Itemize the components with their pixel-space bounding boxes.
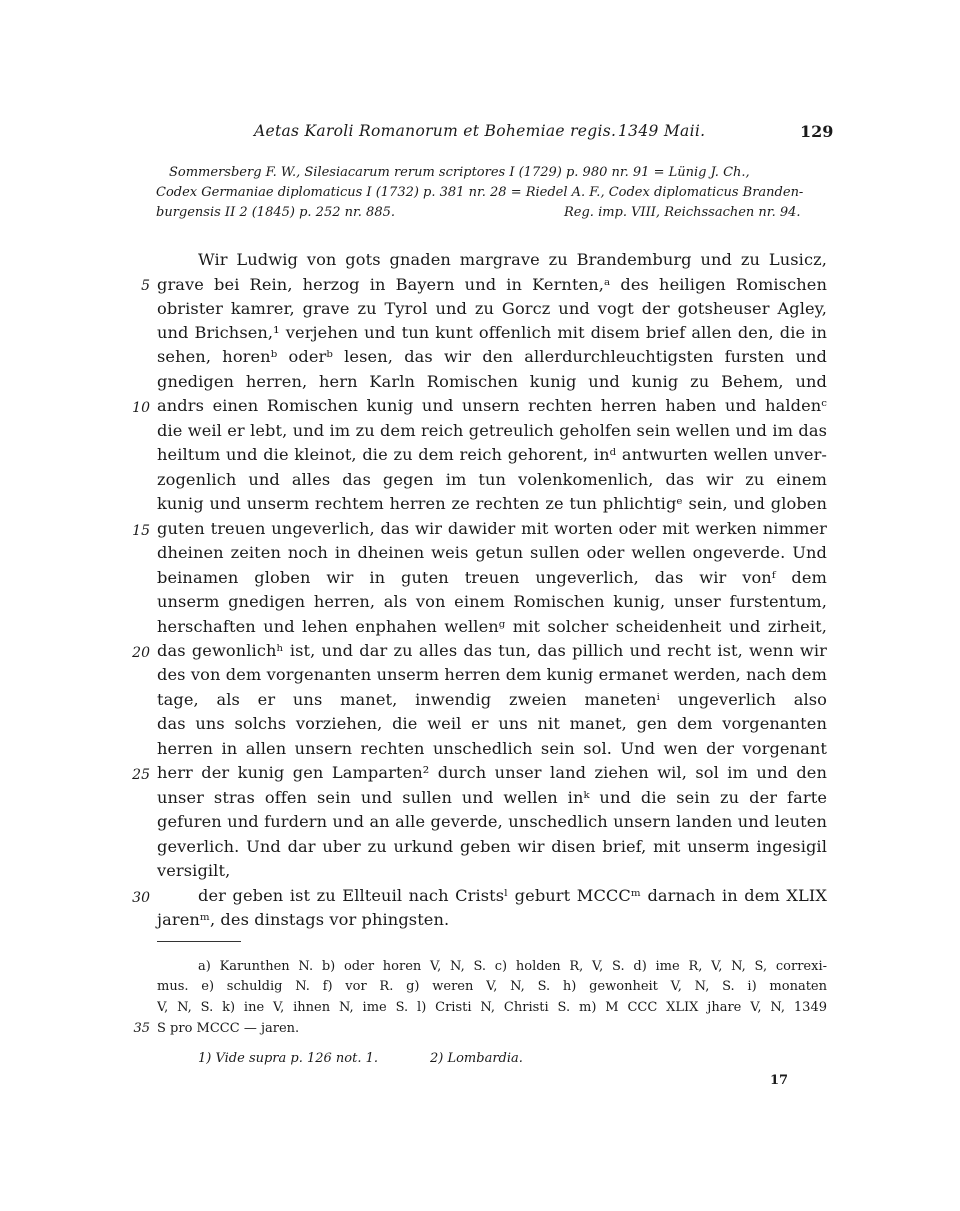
text-line: das uns solchs vorziehen, die weil er uns nit manet, gen dem vorgenanten (157, 714, 827, 733)
commentary-note: 2) Lombardia. (430, 1051, 523, 1066)
line-number: 35 (133, 1021, 150, 1036)
footnote-divider (157, 941, 241, 942)
text-line: tage, als er uns manet, inwendig zweien manetenⁱ ungeverlich also (157, 690, 827, 709)
text-line: sehen, horenᵇ oderᵇ lesen, das wir den allerdurchleuchtigsten fursten und (157, 347, 827, 366)
variant-note-line: mus. e) schuldig N. f) vor R. g) weren V, N, S. h) gewonheit V, N, S. i) monaten (157, 979, 827, 994)
text-line: unserm gnedigen herren, als von einem Romischen kunig, unser furstentum, (157, 592, 827, 611)
line-number: 10 (132, 400, 150, 416)
source-line: Codex Germaniae diplomaticus I (1732) p. 381 nr. 28 = Riedel A. F., Codex diplomaticus Branden- (156, 185, 804, 200)
text-line: und Brichsen,¹ verjehen und tun kunt offenlich mit disem brief allen den, die in (157, 323, 827, 342)
text-line: der geben ist zu Ellteuil nach Cristsˡ geburt MCCCᵐ darnach in dem XLIX (198, 886, 827, 905)
text-line: gnedigen herren, hern Karln Romischen kunig und kunig zu Behem, und (157, 372, 827, 391)
text-line: versigilt, (157, 861, 231, 880)
text-line: herr der kunig gen Lamparten² durch unser land ziehen wil, sol im und den (157, 763, 827, 782)
line-number: 20 (132, 645, 150, 661)
text-line: gefuren und furdern und an alle geverde, unschedlich unsern landen und leuten (157, 812, 827, 831)
variant-note-line: a) Karunthen N. b) oder horen V, N, S. c) holden R, V, S. d) ime R, V, N, S, correxi- (198, 959, 827, 974)
text-line: herren in allen unsern rechten unschedlich sein sol. Und wen der vorgenant (157, 739, 827, 758)
line-number: 15 (132, 523, 150, 539)
source-line: Reg. imp. VIII, Reichssachen nr. 94. (564, 205, 801, 220)
variant-note-line: S pro MCCC — jaren. (157, 1021, 300, 1036)
header-date: 1349 Maii. (618, 122, 706, 140)
text-line: beinamen globen wir in guten treuen ungeverlich, das wir vonᶠ dem (157, 568, 827, 587)
text-line: grave bei Rein, herzog in Bayern und in Kernten,ᵃ des heiligen Romischen (157, 275, 827, 294)
text-line: zogenlich und alles das gegen im tun volenkomenlich, das wir zu einem (157, 470, 827, 489)
text-line: unser stras offen sein und sullen und wellen inᵏ und die sein zu der farte (157, 788, 827, 807)
source-line: Sommersberg F. W., Silesiacarum rerum scriptores I (1729) p. 980 nr. 91 = Lünig J. Ch., (169, 165, 750, 180)
text-line: andrs einen Romischen kunig und unsern rechten herren haben und haldenᶜ (157, 396, 827, 415)
text-line: geverlich. Und dar uber zu urkund geben wir disen brief, mit unserm ingesigil (157, 837, 827, 856)
text-line: heiltum und die kleinot, die zu dem reich gehorent, inᵈ antwurten wellen unver- (157, 445, 827, 464)
source-references (156, 163, 826, 229)
line-number: 25 (132, 767, 150, 783)
text-line: herschaften und lehen enphahen wellenᵍ mit solcher scheidenheit und zirheit, (157, 617, 827, 636)
line-number: 30 (132, 890, 150, 906)
printer-signature: 17 (770, 1073, 789, 1088)
text-line: die weil er lebt, und im zu dem reich getreulich geholfen sein wellen und im das (157, 421, 827, 440)
line-number: 5 (141, 278, 150, 294)
page-number: 129 (800, 122, 834, 141)
variant-note-line: V, N, S. k) ine V, ihnen N, ime S. l) Cristi N, Christi S. m) M CCC XLIX jhare V, N, 1349 (157, 1000, 827, 1015)
text-line: des von dem vorgenanten unserm herren dem kunig ermanet werden, nach dem (157, 665, 827, 684)
text-line: das gewonlichʰ ist, und dar zu alles das tun, das pillich und recht ist, wenn wir (157, 641, 827, 660)
text-line: jarenᵐ, des dinstags vor phingsten. (157, 910, 450, 929)
text-line: guten treuen ungeverlich, das wir dawider mit worten oder mit werken nimmer (157, 519, 827, 538)
text-line: obrister kamrer, grave zu Tyrol und zu Gorcz und vogt der gotsheuser Agley, (157, 299, 827, 318)
text-line: Wir Ludwig von gots gnaden margrave zu Brandemburg und zu Lusicz, (198, 250, 827, 269)
running-title: Aetas Karoli Romanorum et Bohemiae regis. (254, 122, 617, 140)
commentary-note: 1) Vide supra p. 126 not. 1. (198, 1051, 379, 1066)
text-line: kunig und unserm rechtem herren ze rechten ze tun phlichtigᵉ sein, und globen (157, 494, 827, 513)
text-line: dheinen zeiten noch in dheinen weis getun sullen oder wellen ongeverde. Und (157, 543, 827, 562)
source-line: burgensis II 2 (1845) p. 252 nr. 885. (156, 205, 395, 220)
